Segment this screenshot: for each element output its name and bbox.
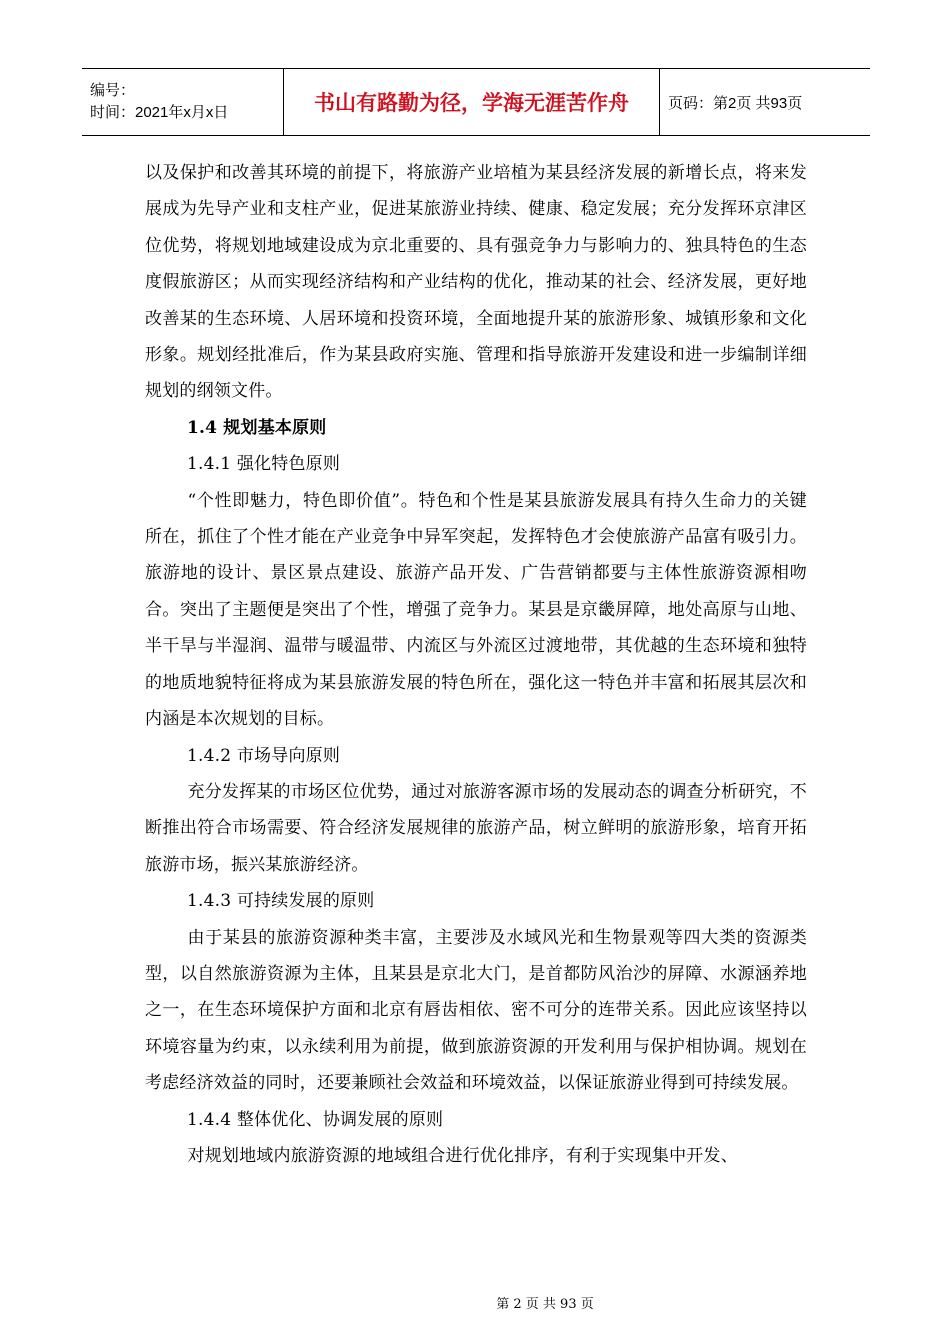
header-motto-cell [284,69,660,135]
section-heading-1-4-1: 1.4.1 强化特色原则 [187,454,341,475]
paragraph-continuation: 以及保护和改善其环境的前提下，将旅游产业培植为某县经济发展的新增长点，将来发展成为先导产业和支柱产业，促进某旅游业持续、健康、稳定发展；充分发挥环京津区位优势，将规划地域建设成为京北重要的、具有强竞争力与影响力的、独具特色的生态度假旅游区；从而实现经济结构和产业结构的优化，推动某的社会、经济发展，更好地改善某的生态环境、人居环境和投资环境，全面地提升某的旅游形象、城镇形象和文化形象。规划经批准后，作为某县政府实施、管理和指导旅游开发建设和进一步编制详细规划的纲领文件。 [145,163,807,402]
section-heading-1-4: 1.4 规划基本原则 [187,417,327,438]
header-motto: 书山有路勤为径，学海无涯苦作舟 [314,91,629,115]
paragraph-market-principle: 充分发挥某的市场区位优势，通过对旅游客源市场的发展动态的调查分析研究，不断推出符合市场需要、符合经济发展规律的旅游产品，树立鲜明的旅游形象，培育开拓旅游市场，振兴某旅游经济。 [145,781,807,875]
document-body [145,155,807,1174]
document-time-label: 时间：2021年x月x日 [90,104,229,121]
section-heading-1-4-2: 1.4.2 市场导向原则 [187,745,341,766]
header-page-info: 页码：第2页 共93页 [668,94,803,112]
paragraph-optimization-principle: 对规划地域内旅游资源的地域组合进行优化排序，有利于实现集中开发、 [187,1145,738,1166]
header-meta-cell [82,69,284,135]
document-number-label: 编号： [90,82,136,99]
footer-page-number: 第 2 页 共 93 页 [496,1297,594,1312]
page-footer [0,1293,950,1312]
section-heading-1-4-4: 1.4.4 整体优化、协调发展的原则 [187,1109,444,1130]
document-header [82,68,870,136]
section-heading-1-4-3: 1.4.3 可持续发展的原则 [187,891,375,912]
paragraph-sustainable-principle: 由于某县的旅游资源种类丰富，主要涉及水域风光和生物景观等四大类的资源类型，以自然旅游资源为主体，且某县是京北大门，是首都防风治沙的屏障、水源涵养地之一，在生态环境保护方面和北京有唇齿相依、密不可分的连带关系。因此应该坚持以环境容量为约束，以永续利用为前提，做到旅游资源的开发利用与保护相协调。规划在考虑经济效益的同时，还要兼顾社会效益和环境效益，以保证旅游业得到可持续发展。 [145,927,807,1094]
header-page-cell [660,69,870,135]
paragraph-distinctive-principle: “个性即魅力，特色即价值”。特色和个性是某县旅游发展具有持久生命力的关键所在，抓住了个性才能在产业竞争中异军突起，发挥特色才会使旅游产品富有吸引力。旅游地的设计、景区景点建设、旅游产品开发、广告营销都要与主体性旅游资源相吻合。突出了主题便是突出了个性，增强了竞争力。某县是京畿屏障，地处高原与山地、半干旱与半湿润、温带与暖温带、内流区与外流区过渡地带，其优越的生态环境和独特的地质地貌特征将成为某县旅游发展的特色所在，强化这一特色并丰富和拓展其层次和内涵是本次规划的目标。 [145,490,807,730]
